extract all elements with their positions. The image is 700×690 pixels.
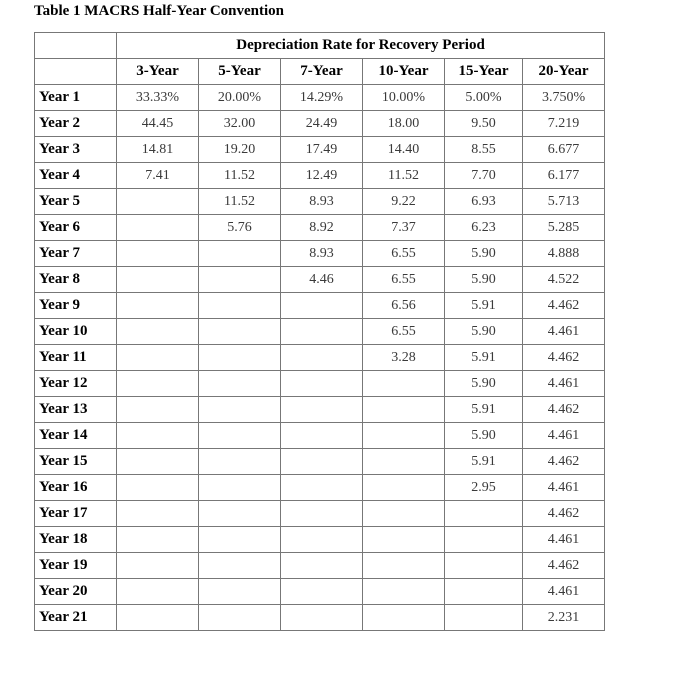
table-cell: [117, 397, 199, 423]
table-row: [35, 293, 605, 319]
table-cell: [117, 423, 199, 449]
table-cell: 5.91: [445, 397, 523, 423]
table-cell: [199, 501, 281, 527]
table-cell: 4.461: [523, 319, 605, 345]
table-row: [35, 397, 605, 423]
table-cell: [117, 475, 199, 501]
table-cell: 4.462: [523, 293, 605, 319]
table-cell: [199, 423, 281, 449]
table-cell: [281, 449, 363, 475]
table-cell: 6.55: [363, 319, 445, 345]
row-label: Year 19: [35, 553, 117, 579]
table-cell: 5.00%: [445, 85, 523, 111]
row-label-header: [35, 59, 117, 85]
table-cell: [199, 345, 281, 371]
table-cell: 5.90: [445, 267, 523, 293]
table-cell: 8.93: [281, 241, 363, 267]
row-label: Year 21: [35, 605, 117, 631]
group-header: Depreciation Rate for Recovery Period: [117, 33, 605, 59]
table-cell: 6.93: [445, 189, 523, 215]
table-cell: 6.23: [445, 215, 523, 241]
table-cell: 11.52: [363, 163, 445, 189]
table-cell: [281, 475, 363, 501]
table-cell: [117, 501, 199, 527]
row-label: Year 6: [35, 215, 117, 241]
table-cell: [199, 397, 281, 423]
table-row: [35, 163, 605, 189]
table-row: [35, 449, 605, 475]
table-cell: 14.29%: [281, 85, 363, 111]
table-row: [35, 85, 605, 111]
table-cell: 24.49: [281, 111, 363, 137]
table-cell: [445, 579, 523, 605]
table-cell: [199, 475, 281, 501]
table-row: [35, 371, 605, 397]
table-cell: [281, 501, 363, 527]
table-cell: [117, 241, 199, 267]
row-label: Year 14: [35, 423, 117, 449]
row-label: Year 15: [35, 449, 117, 475]
table-cell: 10.00%: [363, 85, 445, 111]
table-row: [35, 579, 605, 605]
table-cell: [117, 527, 199, 553]
column-header: 20-Year: [523, 59, 605, 85]
table-cell: [363, 579, 445, 605]
row-label: Year 18: [35, 527, 117, 553]
table-cell: 14.81: [117, 137, 199, 163]
table-cell: 5.90: [445, 319, 523, 345]
table-cell: 33.33%: [117, 85, 199, 111]
table-cell: [363, 397, 445, 423]
table-cell: 2.231: [523, 605, 605, 631]
table-cell: 7.37: [363, 215, 445, 241]
table-cell: [281, 527, 363, 553]
group-header-row: [35, 33, 605, 59]
table-title: Table 1 MACRS Half-Year Convention: [34, 3, 285, 19]
table-cell: 20.00%: [199, 85, 281, 111]
table-cell: [445, 501, 523, 527]
table-cell: [199, 449, 281, 475]
table-cell: 4.461: [523, 579, 605, 605]
table-row: [35, 501, 605, 527]
table-cell: [363, 371, 445, 397]
table-cell: 5.90: [445, 371, 523, 397]
table-cell: 3.750%: [523, 85, 605, 111]
table-cell: 11.52: [199, 189, 281, 215]
row-label: Year 20: [35, 579, 117, 605]
table-cell: 8.93: [281, 189, 363, 215]
table-cell: 11.52: [199, 163, 281, 189]
table-row: [35, 553, 605, 579]
table-cell: 5.285: [523, 215, 605, 241]
table-cell: [117, 267, 199, 293]
table-cell: 9.50: [445, 111, 523, 137]
table-cell: [363, 527, 445, 553]
table-cell: 4.522: [523, 267, 605, 293]
table-row: [35, 527, 605, 553]
row-label: Year 8: [35, 267, 117, 293]
table-cell: 4.462: [523, 553, 605, 579]
table-cell: [363, 423, 445, 449]
table-cell: [281, 605, 363, 631]
table-cell: [199, 527, 281, 553]
table-cell: [199, 293, 281, 319]
table-cell: 4.461: [523, 475, 605, 501]
table-cell: 8.92: [281, 215, 363, 241]
table-cell: [445, 527, 523, 553]
table-cell: 44.45: [117, 111, 199, 137]
corner-cell: [35, 33, 117, 59]
table-cell: 4.462: [523, 501, 605, 527]
row-label: Year 11: [35, 345, 117, 371]
row-label: Year 13: [35, 397, 117, 423]
table-cell: [363, 449, 445, 475]
table-row: [35, 475, 605, 501]
table-row: [35, 423, 605, 449]
column-header: 7-Year: [281, 59, 363, 85]
table-row: [35, 267, 605, 293]
macrs-table: [34, 32, 605, 631]
table-cell: 4.461: [523, 371, 605, 397]
table-cell: [281, 293, 363, 319]
column-header: 5-Year: [199, 59, 281, 85]
row-label: Year 4: [35, 163, 117, 189]
table-cell: [117, 371, 199, 397]
table-cell: [117, 215, 199, 241]
table-cell: [445, 553, 523, 579]
table-cell: 4.462: [523, 449, 605, 475]
column-header: 10-Year: [363, 59, 445, 85]
table-cell: 5.76: [199, 215, 281, 241]
table-row: [35, 241, 605, 267]
table-cell: 7.41: [117, 163, 199, 189]
table-cell: [117, 605, 199, 631]
table-cell: 9.22: [363, 189, 445, 215]
table-body: [35, 85, 605, 631]
table-cell: [281, 345, 363, 371]
row-label: Year 2: [35, 111, 117, 137]
table-cell: 6.55: [363, 241, 445, 267]
table-cell: 5.90: [445, 423, 523, 449]
table-cell: [199, 605, 281, 631]
table-cell: 4.46: [281, 267, 363, 293]
table-cell: 4.461: [523, 423, 605, 449]
table-cell: 17.49: [281, 137, 363, 163]
row-label: Year 10: [35, 319, 117, 345]
table-row: [35, 111, 605, 137]
table-row: [35, 605, 605, 631]
table-cell: [199, 241, 281, 267]
table-cell: [117, 189, 199, 215]
table-cell: [199, 371, 281, 397]
table-row: [35, 319, 605, 345]
table-cell: 32.00: [199, 111, 281, 137]
table-cell: 5.91: [445, 293, 523, 319]
table-cell: 8.55: [445, 137, 523, 163]
table-row: [35, 215, 605, 241]
row-label: Year 17: [35, 501, 117, 527]
table-cell: 6.55: [363, 267, 445, 293]
table-cell: 6.56: [363, 293, 445, 319]
table-cell: 6.177: [523, 163, 605, 189]
table-cell: 4.461: [523, 527, 605, 553]
table-cell: 5.713: [523, 189, 605, 215]
table-cell: [363, 605, 445, 631]
table-row: [35, 345, 605, 371]
table-cell: [199, 267, 281, 293]
row-label: Year 3: [35, 137, 117, 163]
table-cell: 12.49: [281, 163, 363, 189]
column-header: 3-Year: [117, 59, 199, 85]
table-cell: [445, 605, 523, 631]
table-cell: [363, 475, 445, 501]
row-label: Year 7: [35, 241, 117, 267]
table-cell: 19.20: [199, 137, 281, 163]
table-cell: [363, 501, 445, 527]
row-label: Year 16: [35, 475, 117, 501]
table-cell: 18.00: [363, 111, 445, 137]
table-cell: [281, 371, 363, 397]
table-cell: [117, 449, 199, 475]
table-cell: [117, 553, 199, 579]
table-row: [35, 189, 605, 215]
table-cell: [363, 553, 445, 579]
table-cell: [199, 319, 281, 345]
table-cell: [281, 579, 363, 605]
table-cell: [199, 553, 281, 579]
table-cell: 7.70: [445, 163, 523, 189]
table-cell: 6.677: [523, 137, 605, 163]
table-row: [35, 137, 605, 163]
table-cell: 4.462: [523, 397, 605, 423]
table-cell: [281, 319, 363, 345]
table-cell: [281, 553, 363, 579]
table-cell: [199, 579, 281, 605]
column-header-row: [35, 59, 605, 85]
table-cell: [117, 319, 199, 345]
row-label: Year 12: [35, 371, 117, 397]
table-cell: 3.28: [363, 345, 445, 371]
column-header: 15-Year: [445, 59, 523, 85]
table-cell: 5.90: [445, 241, 523, 267]
table-cell: [281, 423, 363, 449]
table-cell: 14.40: [363, 137, 445, 163]
table-cell: [281, 397, 363, 423]
row-label: Year 9: [35, 293, 117, 319]
table-cell: 4.888: [523, 241, 605, 267]
table-cell: 7.219: [523, 111, 605, 137]
table-cell: [117, 579, 199, 605]
row-label: Year 1: [35, 85, 117, 111]
table-cell: [117, 345, 199, 371]
table-cell: 5.91: [445, 449, 523, 475]
row-label: Year 5: [35, 189, 117, 215]
table-cell: 4.462: [523, 345, 605, 371]
table-cell: [117, 293, 199, 319]
table-cell: 5.91: [445, 345, 523, 371]
table-cell: 2.95: [445, 475, 523, 501]
